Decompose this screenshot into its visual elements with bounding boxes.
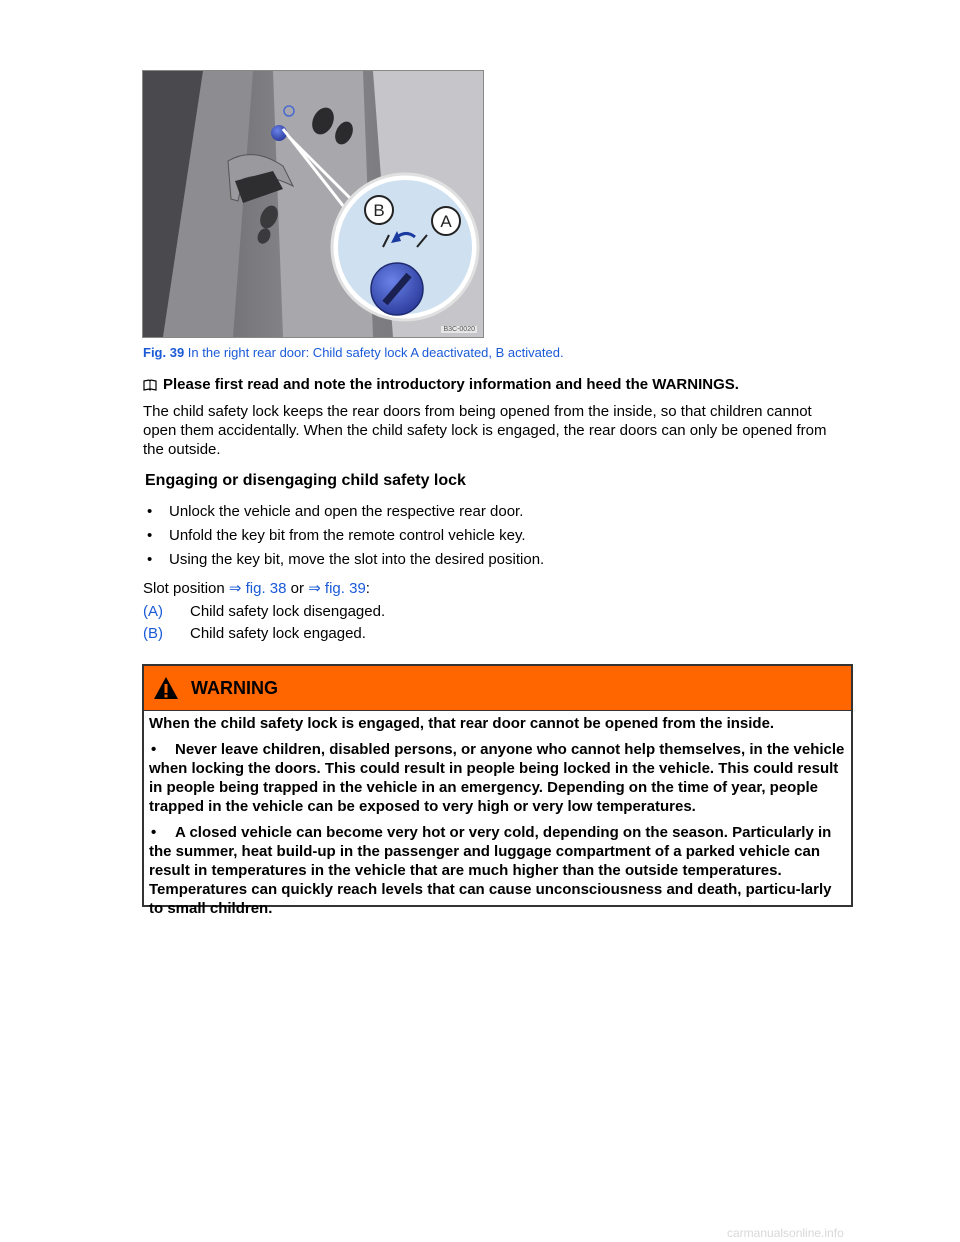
warning-header [144, 666, 851, 711]
bullet-icon: • [151, 824, 157, 841]
warning-item: • Never leave children, disabled persons, or anyone who cannot help themselves, in the vehicle when locking the doors. This could result in people being locked in the vehicle. This could result in people being trapped in the vehicle in an emergency. Depending on the time of year, people trapped in the vehicle can be exposed to very high or very low temperatures. [149, 741, 845, 815]
list-item: • Unfold the key bit from the remote control vehicle key. [147, 526, 526, 544]
bullet-icon: • [147, 526, 153, 544]
definition-value: Child safety lock disengaged. [190, 602, 386, 620]
bullet-icon: • [147, 502, 153, 520]
book-icon [143, 379, 157, 391]
definition-list [143, 600, 385, 644]
warning-body [144, 711, 851, 918]
warning-lead: When the child safety lock is engaged, that rear door cannot be opened from the inside. [149, 715, 775, 732]
definition-row [143, 622, 385, 644]
list-item: • Using the key bit, move the slot into the desired position. [147, 550, 545, 568]
figure-code: B3C-0020 [443, 326, 475, 333]
site-watermark: carmanualsonline.info [727, 1226, 844, 1240]
bullet-icon: • [151, 741, 157, 758]
fig-39-link[interactable]: ⇒ fig. 39 [308, 580, 366, 597]
definition-value: Child safety lock engaged. [190, 624, 366, 642]
warning-title: WARNING [191, 677, 278, 698]
definition-key: (A) [143, 602, 163, 620]
intro-text: Please first read and note the introductory information and heed the WARNINGS. [163, 376, 739, 393]
slot-position-line: Slot position ⇒ fig. 38 or ⇒ fig. 39: [143, 580, 370, 597]
bullet-icon: • [147, 550, 153, 568]
definition-row [143, 600, 385, 622]
callout-label-b: B [373, 201, 385, 220]
steps-list [145, 499, 845, 571]
warning-box [142, 664, 853, 917]
section-heading: Engaging or disengaging child safety lock [145, 472, 466, 489]
fig-38-link[interactable]: ⇒ fig. 38 [228, 580, 287, 597]
warning-item: • A closed vehicle can become very hot or very cold, depending on the season. Particularly in the summer, heat build-up in the passenger and luggage compartment of a parked vehicle can result in temperatures in the vehicle that are much higher than the outside temperatures. Temperatures can quickly reach levels that can cause unconsciousness and death, particu-larly to small children. [149, 824, 832, 917]
definition-key: (B) [143, 624, 163, 642]
figure-label: Fig. 39 [143, 345, 185, 360]
list-item: • Unlock the vehicle and open the respective rear door. [147, 502, 524, 520]
warning-triangle-icon [153, 676, 179, 700]
intro-notice [143, 376, 863, 393]
figure-caption-text: In the right rear door: Child safety lock A deactivated, B activated. [184, 345, 564, 360]
figure-caption [143, 345, 564, 360]
callout-label-a: A [440, 212, 452, 231]
body-paragraph: The child safety lock keeps the rear doors from being opened from the inside, so that children cannot open them accidentally. When the child safety lock is engaged, the rear doors can only be opened from the outside. [143, 403, 827, 458]
door-illustration [143, 71, 483, 337]
figure-child-safety-lock [142, 70, 484, 338]
